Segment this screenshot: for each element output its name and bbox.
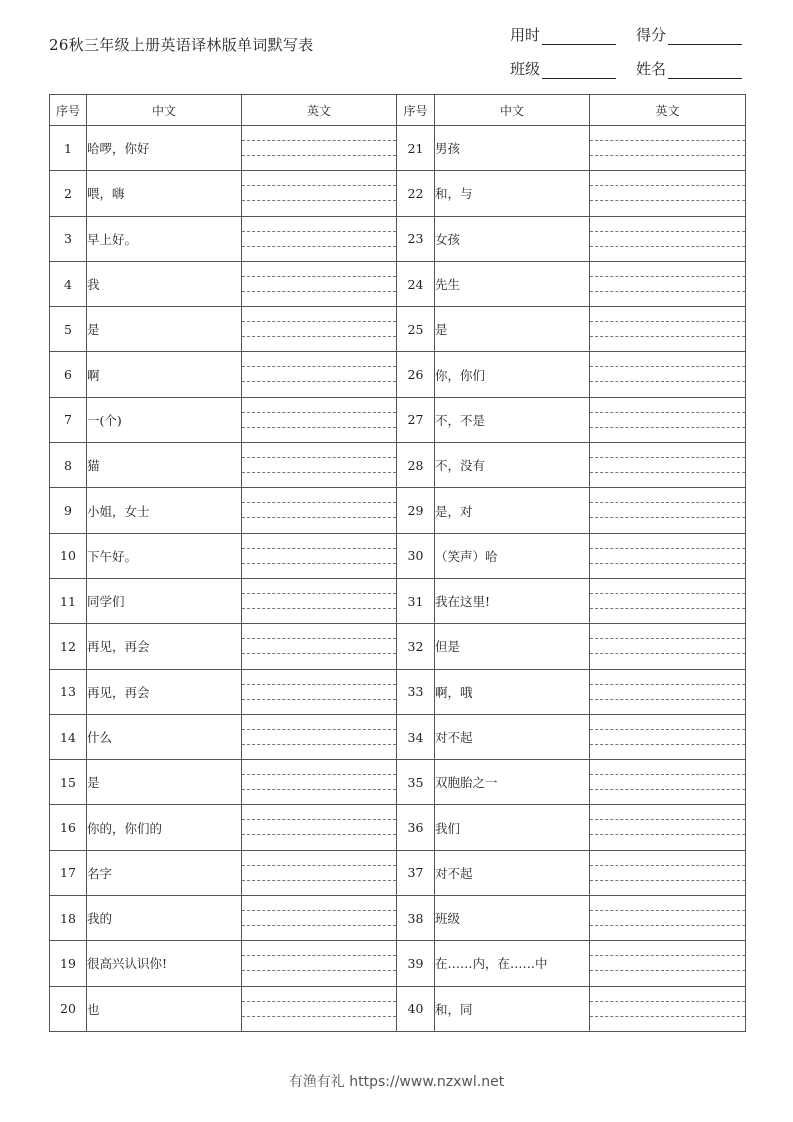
chinese-word: 对不起	[435, 714, 590, 759]
table-row	[50, 533, 746, 578]
answer-line	[242, 789, 396, 790]
class-field	[510, 58, 616, 79]
answer-line	[242, 502, 396, 503]
answer-line	[242, 366, 396, 367]
answer-line	[590, 638, 745, 639]
answer-line	[590, 653, 745, 654]
answer-line	[242, 925, 396, 926]
chinese-word: 我的	[87, 896, 242, 941]
answer-line	[242, 563, 396, 564]
answer-line	[590, 502, 745, 503]
time-field	[510, 24, 616, 45]
chinese-word: 是	[87, 760, 242, 805]
table-row	[50, 624, 746, 669]
row-index: 3	[50, 216, 87, 261]
dictation-table	[49, 94, 746, 1032]
chinese-word: 啊	[87, 352, 242, 397]
answer-line	[590, 517, 745, 518]
row-index: 39	[397, 941, 435, 986]
english-answer-cell[interactable]	[590, 896, 746, 941]
chinese-word: 啊，哦	[435, 669, 590, 714]
english-answer-cell[interactable]	[590, 126, 746, 171]
table-row	[50, 488, 746, 533]
header-index-2: 序号	[397, 95, 435, 126]
footer-watermark: 有渔有礼 https://www.nzxwl.net	[288, 1074, 505, 1090]
english-answer-cell[interactable]	[242, 941, 397, 986]
chinese-word: 什么	[87, 714, 242, 759]
chinese-word: 哈啰，你好	[87, 126, 242, 171]
table-row	[50, 126, 746, 171]
answer-line	[590, 412, 745, 413]
english-answer-cell[interactable]	[242, 261, 397, 306]
answer-line	[590, 970, 745, 971]
page-title: 26秋三年级上册英语译林版单词默写表	[49, 36, 314, 54]
class-label: 班级	[510, 60, 541, 78]
time-blank[interactable]	[542, 29, 616, 45]
english-answer-cell[interactable]	[590, 986, 746, 1031]
row-index: 17	[50, 850, 87, 895]
english-answer-cell[interactable]	[590, 352, 746, 397]
row-index: 29	[397, 488, 435, 533]
table-row	[50, 352, 746, 397]
table-row	[50, 850, 746, 895]
row-index: 1	[50, 126, 87, 171]
row-index: 26	[397, 352, 435, 397]
row-index: 33	[397, 669, 435, 714]
row-index: 9	[50, 488, 87, 533]
answer-line	[242, 910, 396, 911]
answer-line	[242, 970, 396, 971]
english-answer-cell[interactable]	[590, 397, 746, 442]
row-index: 15	[50, 760, 87, 805]
english-answer-cell[interactable]	[590, 669, 746, 714]
row-index: 13	[50, 669, 87, 714]
answer-line	[242, 276, 396, 277]
row-index: 34	[397, 714, 435, 759]
row-index: 18	[50, 896, 87, 941]
english-answer-cell[interactable]	[242, 850, 397, 895]
answer-line	[590, 321, 745, 322]
answer-line	[242, 321, 396, 322]
answer-line	[590, 548, 745, 549]
answer-line	[590, 246, 745, 247]
time-label: 用时	[510, 26, 541, 44]
row-index: 4	[50, 261, 87, 306]
row-index: 30	[397, 533, 435, 578]
table-row	[50, 714, 746, 759]
chinese-word: 名字	[87, 850, 242, 895]
header-chinese-1: 中文	[87, 95, 242, 126]
answer-line	[242, 517, 396, 518]
chinese-word: 对不起	[435, 850, 590, 895]
name-field	[636, 58, 742, 79]
row-index: 2	[50, 171, 87, 216]
score-label: 得分	[636, 26, 667, 44]
row-index: 24	[397, 261, 435, 306]
answer-line	[590, 427, 745, 428]
table-row	[50, 669, 746, 714]
english-answer-cell[interactable]	[242, 669, 397, 714]
chinese-word: 你的，你们的	[87, 805, 242, 850]
answer-line	[590, 910, 745, 911]
chinese-word: 同学们	[87, 578, 242, 623]
class-blank[interactable]	[542, 63, 616, 79]
english-answer-cell[interactable]	[590, 443, 746, 488]
english-answer-cell[interactable]	[242, 896, 397, 941]
answer-line	[242, 865, 396, 866]
row-index: 38	[397, 896, 435, 941]
english-answer-cell[interactable]	[242, 488, 397, 533]
chinese-word: 女孩	[435, 216, 590, 261]
row-index: 11	[50, 578, 87, 623]
english-answer-cell[interactable]	[590, 624, 746, 669]
row-index: 23	[397, 216, 435, 261]
english-answer-cell[interactable]	[590, 261, 746, 306]
row-index: 12	[50, 624, 87, 669]
chinese-word: 是	[435, 307, 590, 352]
answer-line	[242, 231, 396, 232]
row-index: 27	[397, 397, 435, 442]
table-row	[50, 760, 746, 805]
answer-line	[590, 140, 745, 141]
answer-line	[242, 729, 396, 730]
row-index: 35	[397, 760, 435, 805]
english-answer-cell[interactable]	[590, 533, 746, 578]
answer-line	[242, 185, 396, 186]
chinese-word: 再见，再会	[87, 624, 242, 669]
row-index: 25	[397, 307, 435, 352]
chinese-word: 不，不是	[435, 397, 590, 442]
table-row	[50, 896, 746, 941]
header-index-1: 序号	[50, 95, 87, 126]
chinese-word: 和，与	[435, 171, 590, 216]
answer-line	[242, 699, 396, 700]
header-english-1: 英文	[242, 95, 397, 126]
english-answer-cell[interactable]	[242, 760, 397, 805]
answer-line	[590, 231, 745, 232]
row-index: 10	[50, 533, 87, 578]
english-answer-cell[interactable]	[242, 533, 397, 578]
answer-line	[590, 925, 745, 926]
chinese-word: 一(个)	[87, 397, 242, 442]
answer-line	[590, 955, 745, 956]
answer-line	[242, 684, 396, 685]
chinese-word: 但是	[435, 624, 590, 669]
english-answer-cell[interactable]	[242, 443, 397, 488]
answer-line	[242, 593, 396, 594]
chinese-word: 早上好。	[87, 216, 242, 261]
row-index: 16	[50, 805, 87, 850]
answer-line	[242, 744, 396, 745]
english-answer-cell[interactable]	[242, 805, 397, 850]
row-index: 21	[397, 126, 435, 171]
english-answer-cell[interactable]	[590, 578, 746, 623]
answer-line	[590, 729, 745, 730]
answer-line	[590, 276, 745, 277]
answer-line	[590, 1001, 745, 1002]
answer-line	[242, 955, 396, 956]
table-row	[50, 986, 746, 1031]
english-answer-cell[interactable]	[590, 760, 746, 805]
answer-line	[590, 563, 745, 564]
answer-line	[242, 155, 396, 156]
answer-line	[590, 381, 745, 382]
english-answer-cell[interactable]	[242, 986, 397, 1031]
english-answer-cell[interactable]	[242, 624, 397, 669]
chinese-word: 和，同	[435, 986, 590, 1031]
chinese-word: 是，对	[435, 488, 590, 533]
answer-line	[242, 291, 396, 292]
table-header-row	[50, 95, 746, 126]
english-answer-cell[interactable]	[590, 488, 746, 533]
name-label: 姓名	[636, 60, 667, 78]
row-index: 28	[397, 443, 435, 488]
answer-line	[590, 684, 745, 685]
english-answer-cell[interactable]	[242, 397, 397, 442]
table-row	[50, 216, 746, 261]
chinese-word: 不，没有	[435, 443, 590, 488]
answer-line	[242, 1016, 396, 1017]
english-answer-cell[interactable]	[590, 171, 746, 216]
answer-line	[590, 789, 745, 790]
chinese-word: 很高兴认识你!	[87, 941, 242, 986]
answer-line	[590, 1016, 745, 1017]
answer-line	[590, 865, 745, 866]
english-answer-cell[interactable]	[242, 171, 397, 216]
answer-line	[242, 246, 396, 247]
row-index: 40	[397, 986, 435, 1031]
row-index: 20	[50, 986, 87, 1031]
answer-line	[590, 608, 745, 609]
score-field	[636, 24, 742, 45]
table-row	[50, 443, 746, 488]
chinese-word: 先生	[435, 261, 590, 306]
answer-line	[590, 774, 745, 775]
english-answer-cell[interactable]	[590, 714, 746, 759]
answer-line	[590, 457, 745, 458]
chinese-word: 喂，嗨	[87, 171, 242, 216]
answer-line	[242, 427, 396, 428]
english-answer-cell[interactable]	[242, 352, 397, 397]
table-row	[50, 397, 746, 442]
answer-line	[590, 834, 745, 835]
english-answer-cell[interactable]	[590, 805, 746, 850]
chinese-word: 我	[87, 261, 242, 306]
table-row	[50, 805, 746, 850]
name-blank[interactable]	[668, 63, 742, 79]
chinese-word: （笑声）哈	[435, 533, 590, 578]
table-row	[50, 261, 746, 306]
header-chinese-2: 中文	[435, 95, 590, 126]
row-index: 14	[50, 714, 87, 759]
answer-line	[590, 366, 745, 367]
chinese-word: 再见，再会	[87, 669, 242, 714]
row-index: 19	[50, 941, 87, 986]
answer-line	[242, 140, 396, 141]
answer-line	[242, 548, 396, 549]
row-index: 22	[397, 171, 435, 216]
table-row	[50, 578, 746, 623]
chinese-word: 我在这里!	[435, 578, 590, 623]
chinese-word: 在……内，在……中	[435, 941, 590, 986]
chinese-word: 是	[87, 307, 242, 352]
answer-line	[242, 412, 396, 413]
row-index: 7	[50, 397, 87, 442]
answer-line	[590, 699, 745, 700]
row-index: 36	[397, 805, 435, 850]
answer-line	[242, 774, 396, 775]
english-answer-cell[interactable]	[590, 850, 746, 895]
chinese-word: 小姐，女士	[87, 488, 242, 533]
header-english-2: 英文	[590, 95, 746, 126]
answer-line	[242, 880, 396, 881]
chinese-word: 班级	[435, 896, 590, 941]
answer-line	[242, 336, 396, 337]
chinese-word: 也	[87, 986, 242, 1031]
answer-line	[590, 593, 745, 594]
row-index: 32	[397, 624, 435, 669]
answer-line	[242, 457, 396, 458]
answer-line	[590, 472, 745, 473]
row-index: 6	[50, 352, 87, 397]
english-answer-cell[interactable]	[242, 578, 397, 623]
answer-line	[590, 185, 745, 186]
answer-line	[590, 155, 745, 156]
english-answer-cell[interactable]	[590, 941, 746, 986]
answer-line	[590, 819, 745, 820]
chinese-word: 双胞胎之一	[435, 760, 590, 805]
chinese-word: 男孩	[435, 126, 590, 171]
answer-line	[242, 819, 396, 820]
answer-line	[590, 336, 745, 337]
answer-line	[242, 608, 396, 609]
answer-line	[590, 880, 745, 881]
answer-line	[242, 638, 396, 639]
english-answer-cell[interactable]	[242, 714, 397, 759]
row-index: 37	[397, 850, 435, 895]
chinese-word: 我们	[435, 805, 590, 850]
answer-line	[242, 1001, 396, 1002]
english-answer-cell[interactable]	[590, 307, 746, 352]
answer-line	[590, 744, 745, 745]
row-index: 31	[397, 578, 435, 623]
chinese-word: 下午好。	[87, 533, 242, 578]
answer-line	[590, 200, 745, 201]
table-row	[50, 171, 746, 216]
score-blank[interactable]	[668, 29, 742, 45]
answer-line	[590, 291, 745, 292]
english-answer-cell[interactable]	[242, 216, 397, 261]
english-answer-cell[interactable]	[242, 307, 397, 352]
answer-line	[242, 381, 396, 382]
row-index: 8	[50, 443, 87, 488]
row-index: 5	[50, 307, 87, 352]
answer-line	[242, 472, 396, 473]
chinese-word: 你，你们	[435, 352, 590, 397]
english-answer-cell[interactable]	[590, 216, 746, 261]
answer-line	[242, 653, 396, 654]
answer-line	[242, 200, 396, 201]
table-row	[50, 307, 746, 352]
chinese-word: 猫	[87, 443, 242, 488]
table-row	[50, 941, 746, 986]
english-answer-cell[interactable]	[242, 126, 397, 171]
answer-line	[242, 834, 396, 835]
